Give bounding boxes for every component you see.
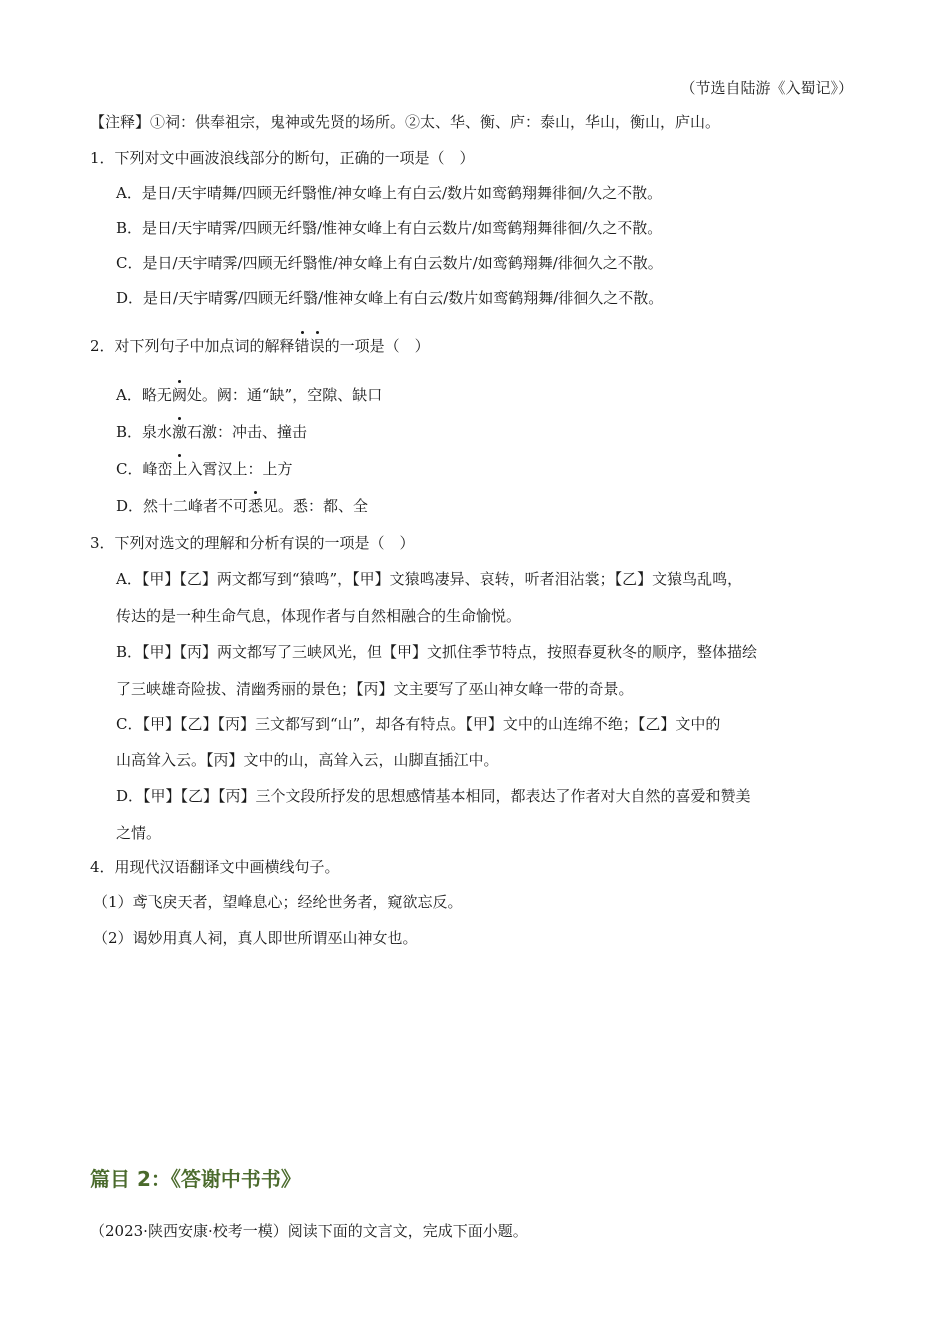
question-4-item-1: （1）鸢飞戾天者，望峰息心；经纶世务者，窥欲忘反。 (93, 893, 463, 911)
question-1-option-a: A．是日/天宇晴舞/四顾无纤翳惟/神女峰上有白云/数片如鸾鹤翔舞徘徊/久之不散。 (116, 184, 663, 202)
question-1-option-c: C．是日/天宇晴霁/四顾无纤翳惟/神女峰上有白云数片/如鸾鹤翔舞/徘徊久之不散。 (116, 254, 663, 272)
question-3-option-c-cont: 山高耸入云。【丙】文中的山，高耸入云，山脚直插江中。 (116, 751, 499, 769)
question-1-option-b: B．是日/天宇晴霁/四顾无纤翳/惟神女峰上有白云数片/如鸾鹤翔舞徘徊/久之不散。 (116, 219, 663, 237)
section-intro: （2023·陕西安康·校考一模）阅读下面的文言文，完成下面小题。 (90, 1222, 528, 1240)
dotted-char: 误 (309, 337, 325, 355)
option-text: D．然十二峰者不可 (116, 497, 249, 515)
dotted-char: 上 (172, 460, 188, 478)
question-3-option-a: A．【甲】【乙】两文都写到“猿鸣”，【甲】文猿鸣凄异、哀转，听者泪沾裳；【乙】文猿鸟乱鸣， (116, 570, 743, 588)
question-2-option-c (116, 459, 293, 479)
option-text: 处。阙：通“缺”，空隙、缺口 (186, 386, 383, 404)
option-text: 入霄汉上：上方 (187, 460, 293, 478)
question-2-option-b (116, 422, 307, 442)
question-3-stem: 3．下列对选文的理解和分析有误的一项是（ ） (90, 534, 415, 552)
question-2-stem (90, 336, 430, 356)
dotted-char: 悉 (248, 497, 264, 515)
stem-text: 的一项是（ ） (324, 337, 430, 355)
annotation-note: 【注释】①祠：供奉祖宗，鬼神或先贤的场所。②太、华、衡、庐：泰山，华山，衡山，庐山。 (90, 113, 721, 131)
dotted-char: 激 (172, 423, 188, 441)
question-1-option-d: D．是日/天宇晴雾/四顾无纤翳/惟神女峰上有白云/数片如鸾鹤翔舞/徘徊久之不散。 (116, 289, 664, 307)
question-3-option-b: B．【甲】【丙】两文都写了三峡风光，但【甲】文抓住季节特点，按照春夏秋冬的顺序，整体描绘 (116, 643, 758, 661)
question-3-option-c: C．【甲】【乙】【丙】三文都写到“山”，却各有特点。【甲】文中的山连绵不绝；【乙】文中的 (116, 715, 721, 733)
stem-text: 2．对下列句子中加点词的解释 (90, 337, 295, 355)
option-text: B．泉水 (116, 423, 173, 441)
dotted-char: 阙 (171, 386, 187, 404)
source-citation: （节选自陆游《入蜀记》） (680, 79, 853, 97)
question-3-option-d: D．【甲】【乙】【丙】三个文段所抒发的思想感情基本相同，都表达了作者对大自然的喜爱和赞美 (116, 787, 751, 805)
question-3-option-a-cont: 传达的是一种生命气息，体现作者与自然相融合的生命愉悦。 (116, 607, 522, 625)
option-text: 见。悉：都、全 (263, 497, 369, 515)
question-3-option-d-cont: 之情。 (116, 824, 162, 842)
question-3-option-b-cont: 了三峡雄奇险拔、清幽秀丽的景色；【丙】文主要写了巫山神女峰一带的奇景。 (116, 680, 634, 698)
option-text: 石激：冲击、撞击 (187, 423, 308, 441)
question-2-option-a (116, 385, 382, 405)
question-4-stem: 4．用现代汉语翻译文中画横线句子。 (90, 858, 340, 876)
option-text: A．略无 (116, 386, 172, 404)
option-text: C．峰峦 (116, 460, 173, 478)
section-title: 篇目 2：《答谢中书书》 (90, 1167, 301, 1191)
question-4-item-2: （2）谒妙用真人祠，真人即世所谓巫山神女也。 (93, 929, 418, 947)
dotted-char: 错 (294, 337, 310, 355)
question-1-stem: 1．下列对文中画波浪线部分的断句，正确的一项是（ ） (90, 149, 475, 167)
question-2-option-d (116, 496, 368, 516)
